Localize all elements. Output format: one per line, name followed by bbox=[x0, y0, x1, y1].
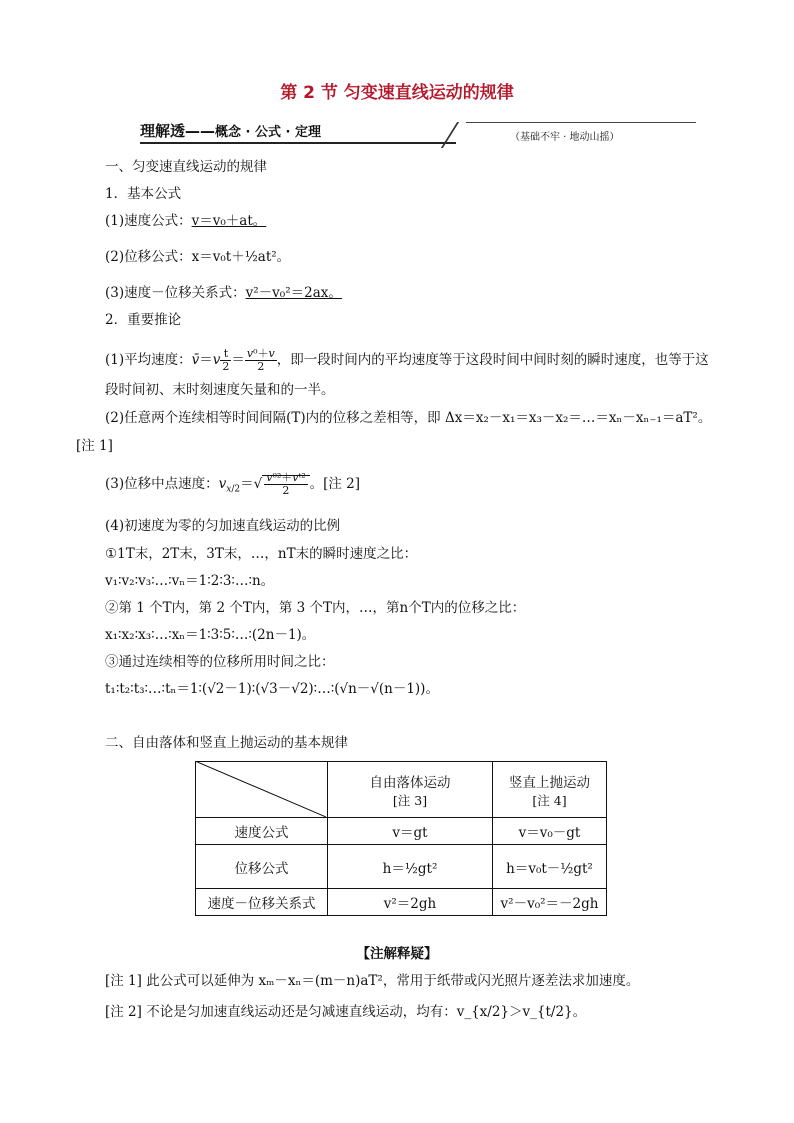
midpoint-velocity-line bbox=[105, 472, 360, 499]
note1-text: [注 1] 此公式可以延伸为 xₘ－xₙ＝(m－n)aT²，常用于纸带或闪光照片逐差法求加速度。 bbox=[105, 973, 640, 989]
midpoint-velocity-formula: $v_{x/2}=√$ $\frac{\text{v⁰²＋vᵗ²}}{2}$ bbox=[219, 476, 310, 492]
row-free-fall-value: h＝½gt² bbox=[328, 845, 493, 889]
basic-formulas-heading: 1．基本公式 bbox=[105, 186, 182, 202]
average-velocity-cont: 段时间初、末时刻速度矢量和的一半。 bbox=[105, 382, 335, 398]
row-label: 速度公式 bbox=[196, 818, 328, 845]
relation-label: (3)速度－位移关系式： bbox=[105, 285, 246, 301]
row-vertical-throw-value: v＝v₀－gt bbox=[493, 818, 607, 845]
page-title: 第 2 节 匀变速直线运动的规律 bbox=[280, 83, 514, 103]
displacement-formula: x＝v₀t＋½at²。 bbox=[191, 249, 291, 265]
midpoint-velocity-note: 。[注 2] bbox=[309, 476, 361, 492]
inferences-heading: 2．重要推论 bbox=[105, 312, 182, 328]
ratio2-formula: x₁∶x₂∶x₃∶…∶xₙ＝1∶3∶5∶…∶(2n－1)。 bbox=[105, 627, 316, 643]
section1-heading: 一、匀变速直线运动的规律 bbox=[105, 159, 267, 175]
row-label: 速度－位移关系式 bbox=[196, 889, 328, 916]
note2-text: [注 2] 不论是匀加速直线运动还是匀减速直线运动，均有： bbox=[105, 1004, 457, 1020]
velocity-formula: v＝v₀＋at。 bbox=[191, 213, 267, 229]
ratio-heading: (4)初速度为零的匀加速直线运动的比例 bbox=[105, 518, 341, 534]
table-row bbox=[196, 845, 607, 889]
section2-heading: 二、自由落体和竖直上抛运动的基本规律 bbox=[105, 735, 348, 751]
displacement-label: (2)位移公式： bbox=[105, 249, 192, 265]
row-free-fall-value: v²＝2gh bbox=[328, 889, 493, 916]
table-header-row bbox=[196, 762, 607, 818]
average-velocity-label: (1)平均速度： bbox=[105, 352, 192, 368]
ratio3-formula: t₁∶t₂∶t₃∶…∶tₙ＝1∶(√2－1)∶(√3－√2)∶…∶(√n－√(n－1))。 bbox=[105, 681, 439, 697]
row-vertical-throw-value: h＝v₀t－½gt² bbox=[493, 845, 607, 889]
ratio1-heading: ①1T末，2T末，3T末，…，nT末的瞬时速度之比： bbox=[105, 546, 418, 562]
velocity-label: (1)速度公式： bbox=[105, 213, 192, 229]
banner-sub: 概念 · 公式 · 定理 bbox=[215, 125, 321, 140]
section-banner bbox=[140, 120, 321, 141]
banner-main: 理解透 bbox=[140, 122, 186, 140]
relation-formula: v²－v₀²＝2ax。 bbox=[245, 285, 342, 301]
table-header-vertical-throw bbox=[493, 762, 607, 818]
notes-heading: 【注解释疑】 bbox=[356, 946, 438, 962]
table-corner-cell bbox=[196, 762, 328, 818]
displacement-difference-line: (2)任意两个连续相等时间间隔(T)内的位移之差相等，即 Δx＝x₂－x₁＝x₃－x₂＝…＝xₙ－xₙ₋₁＝aT²。 bbox=[105, 410, 712, 426]
row-free-fall-value: v＝gt bbox=[328, 818, 493, 845]
table-row bbox=[196, 889, 607, 916]
banner-dash: —— bbox=[185, 122, 216, 140]
average-velocity-line bbox=[105, 348, 709, 373]
ratio1-formula: v₁∶v₂∶v₃∶…∶vₙ＝1∶2∶3∶…∶n。 bbox=[105, 573, 275, 589]
average-velocity-text: ，即一段时间内的平均速度等于这段时间中间时刻的瞬时速度，也等于这 bbox=[276, 352, 709, 368]
row-vertical-throw-value: v²－v₀²＝－2gh bbox=[493, 889, 607, 916]
note2-line bbox=[105, 1003, 586, 1021]
displacement-formula-line bbox=[105, 248, 290, 266]
banner-note: （基础不牢 · 地动山摇） bbox=[510, 132, 620, 143]
free-fall-note: [注 3] bbox=[392, 792, 428, 808]
row-label: 位移公式 bbox=[196, 845, 328, 889]
table-header-free-fall bbox=[328, 762, 493, 818]
free-fall-label: 自由落体运动 bbox=[369, 774, 451, 791]
vertical-throw-note: [注 4] bbox=[532, 792, 567, 808]
velocity-formula-line bbox=[105, 212, 266, 230]
note1-ref: [注 1] bbox=[76, 438, 113, 454]
midpoint-velocity-label: (3)位移中点速度： bbox=[105, 476, 219, 492]
banner-slash bbox=[441, 122, 459, 148]
rules-table bbox=[195, 761, 607, 916]
ratio3-heading: ③通过连续相等的位移所用时间之比： bbox=[105, 654, 335, 670]
relation-formula-line bbox=[105, 284, 342, 302]
vertical-throw-label: 竖直上抛运动 bbox=[509, 774, 590, 791]
table-row bbox=[196, 818, 607, 845]
note2-formula: v_{x/2}＞v_{t/2}。 bbox=[456, 1004, 587, 1020]
ratio2-heading: ②第 1 个T内，第 2 个T内，第 3 个T内，…，第n个T内的位移之比： bbox=[105, 600, 526, 616]
banner-underline bbox=[140, 142, 456, 144]
banner-rule bbox=[466, 122, 696, 123]
average-velocity-formula: v̄＝v $\frac{t}{2}$ ＝ $\frac{\text{v⁰＋v}}{2}$ bbox=[191, 347, 275, 373]
